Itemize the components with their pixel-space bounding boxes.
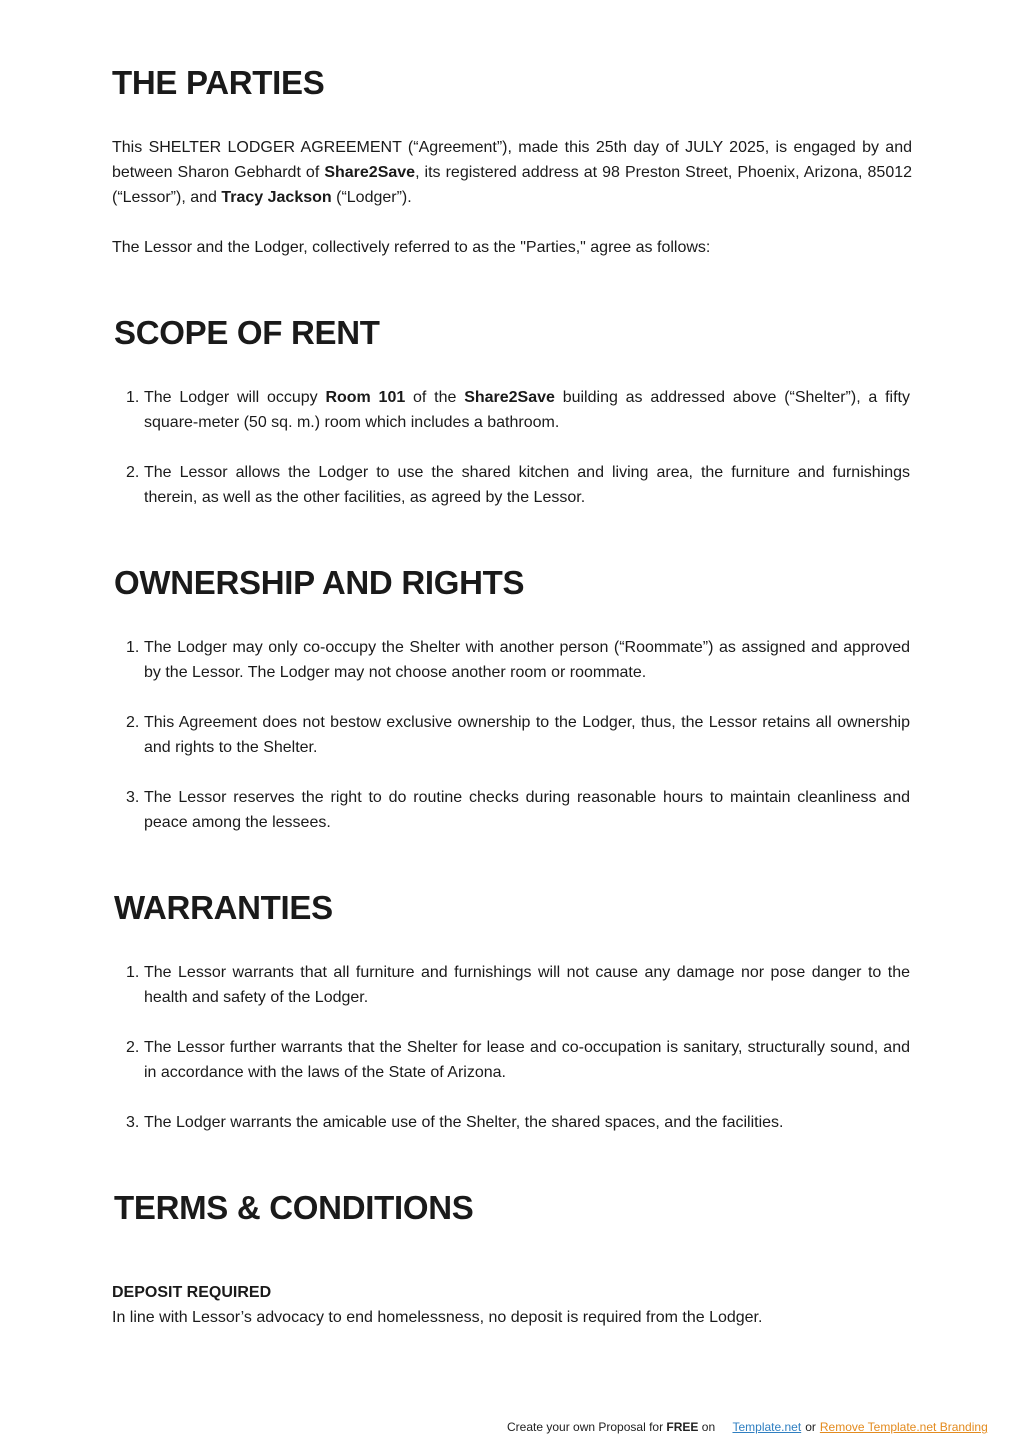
warranty-item-text: The Lessor further warrants that the Shelter for lease and co-occupation is sanitary, structurally sound, and in accordance with the laws of the State of Arizona. xyxy=(144,1039,910,1081)
parties-text-e: (“Lodger”). xyxy=(331,189,412,206)
section-title-warranties: WARRANTIES xyxy=(114,889,333,926)
footer-or: or xyxy=(805,1420,816,1434)
deposit-paragraph: In line with Lessor’s advocacy to end homelessness, no deposit is required from the Lodger. xyxy=(112,1309,763,1326)
ownership-item-text: The Lessor reserves the right to do routine checks during reasonable hours to maintain cleanliness and peace among the lessees. xyxy=(144,789,910,831)
list-item xyxy=(112,785,910,835)
section-title-ownership: OWNERSHIP AND RIGHTS xyxy=(114,564,525,601)
list-number: 2. xyxy=(126,1039,140,1056)
scope-item1-text-c: of the xyxy=(405,389,465,406)
footer-prefix: Create your own Proposal for xyxy=(507,1420,667,1434)
parties-paragraph xyxy=(112,135,912,210)
section-title-terms: TERMS & CONDITIONS xyxy=(114,1189,474,1226)
list-item xyxy=(112,960,910,1010)
list-number: 2. xyxy=(126,464,140,481)
room-number: Room 101 xyxy=(325,389,406,406)
scope-list xyxy=(112,385,910,510)
warranty-item-text: The Lessor warrants that all furniture and furnishings will not cause any damage nor pose danger to the health and safety of the Lodger. xyxy=(144,964,910,1006)
section-title-parties: THE PARTIES xyxy=(112,64,325,101)
scope-item1-text-e: building as addressed above (“Shelter”), a fifty square-meter (50 sq. m.) room which includes a bathroom. xyxy=(144,389,911,431)
footer-on: on xyxy=(698,1420,716,1434)
list-item xyxy=(112,710,910,760)
list-number: 1. xyxy=(126,639,140,656)
footer-free: FREE xyxy=(666,1420,699,1434)
parties-agreement-paragraph: The Lessor and the Lodger, collectively referred to as the "Parties," agree as follows: xyxy=(112,239,711,256)
company-name: Share2Save xyxy=(324,164,416,181)
ownership-item-text: The Lodger may only co-occupy the Shelter with another person (“Roommate”) as assigned and approved by the Lessor. The Lodger may not choose another room or roommate. xyxy=(144,639,910,681)
list-number: 3. xyxy=(126,1114,140,1131)
list-item xyxy=(112,385,910,435)
scope-item2-text: The Lessor allows the Lodger to use the shared kitchen and living area, the furniture and furnishings therein, as well as the other facilities, as agreed by the Lessor. xyxy=(144,464,910,506)
list-item xyxy=(112,1035,910,1085)
list-number: 2. xyxy=(126,714,140,731)
scope-item1-text-a: The Lodger will occupy xyxy=(144,389,326,406)
list-number: 1. xyxy=(126,964,140,981)
deposit-heading: DEPOSIT REQUIRED xyxy=(112,1284,272,1301)
list-item xyxy=(112,635,910,685)
list-item xyxy=(112,460,910,510)
ownership-item-text: This Agreement does not bestow exclusive ownership to the Lodger, thus, the Lessor retains all ownership and rights to the Shelter. xyxy=(144,714,910,756)
lodger-name: Tracy Jackson xyxy=(221,189,332,206)
ownership-list xyxy=(112,635,910,835)
list-item xyxy=(112,1110,910,1135)
warranties-list xyxy=(112,960,910,1135)
remove-branding-link[interactable]: Remove Template.net Branding xyxy=(819,1420,988,1434)
parties-text-c: , its registered address at 98 Preston Street, Phoenix, Arizona, 85012 (“Lessor”), and xyxy=(112,164,913,206)
footer-branding xyxy=(507,1418,988,1436)
company-name: Share2Save xyxy=(464,389,555,406)
template-net-link[interactable]: Template.net xyxy=(732,1420,802,1434)
list-number: 3. xyxy=(126,789,140,806)
section-title-scope: SCOPE OF RENT xyxy=(114,314,380,351)
parties-text-a: This SHELTER LODGER AGREEMENT (“Agreement”), made this 25th day of JULY 2025, is engaged by and between Sharon Gebhardt of xyxy=(112,139,912,181)
list-number: 1. xyxy=(126,389,140,406)
warranty-item-text: The Lodger warrants the amicable use of the Shelter, the shared spaces, and the facilities. xyxy=(144,1114,784,1131)
